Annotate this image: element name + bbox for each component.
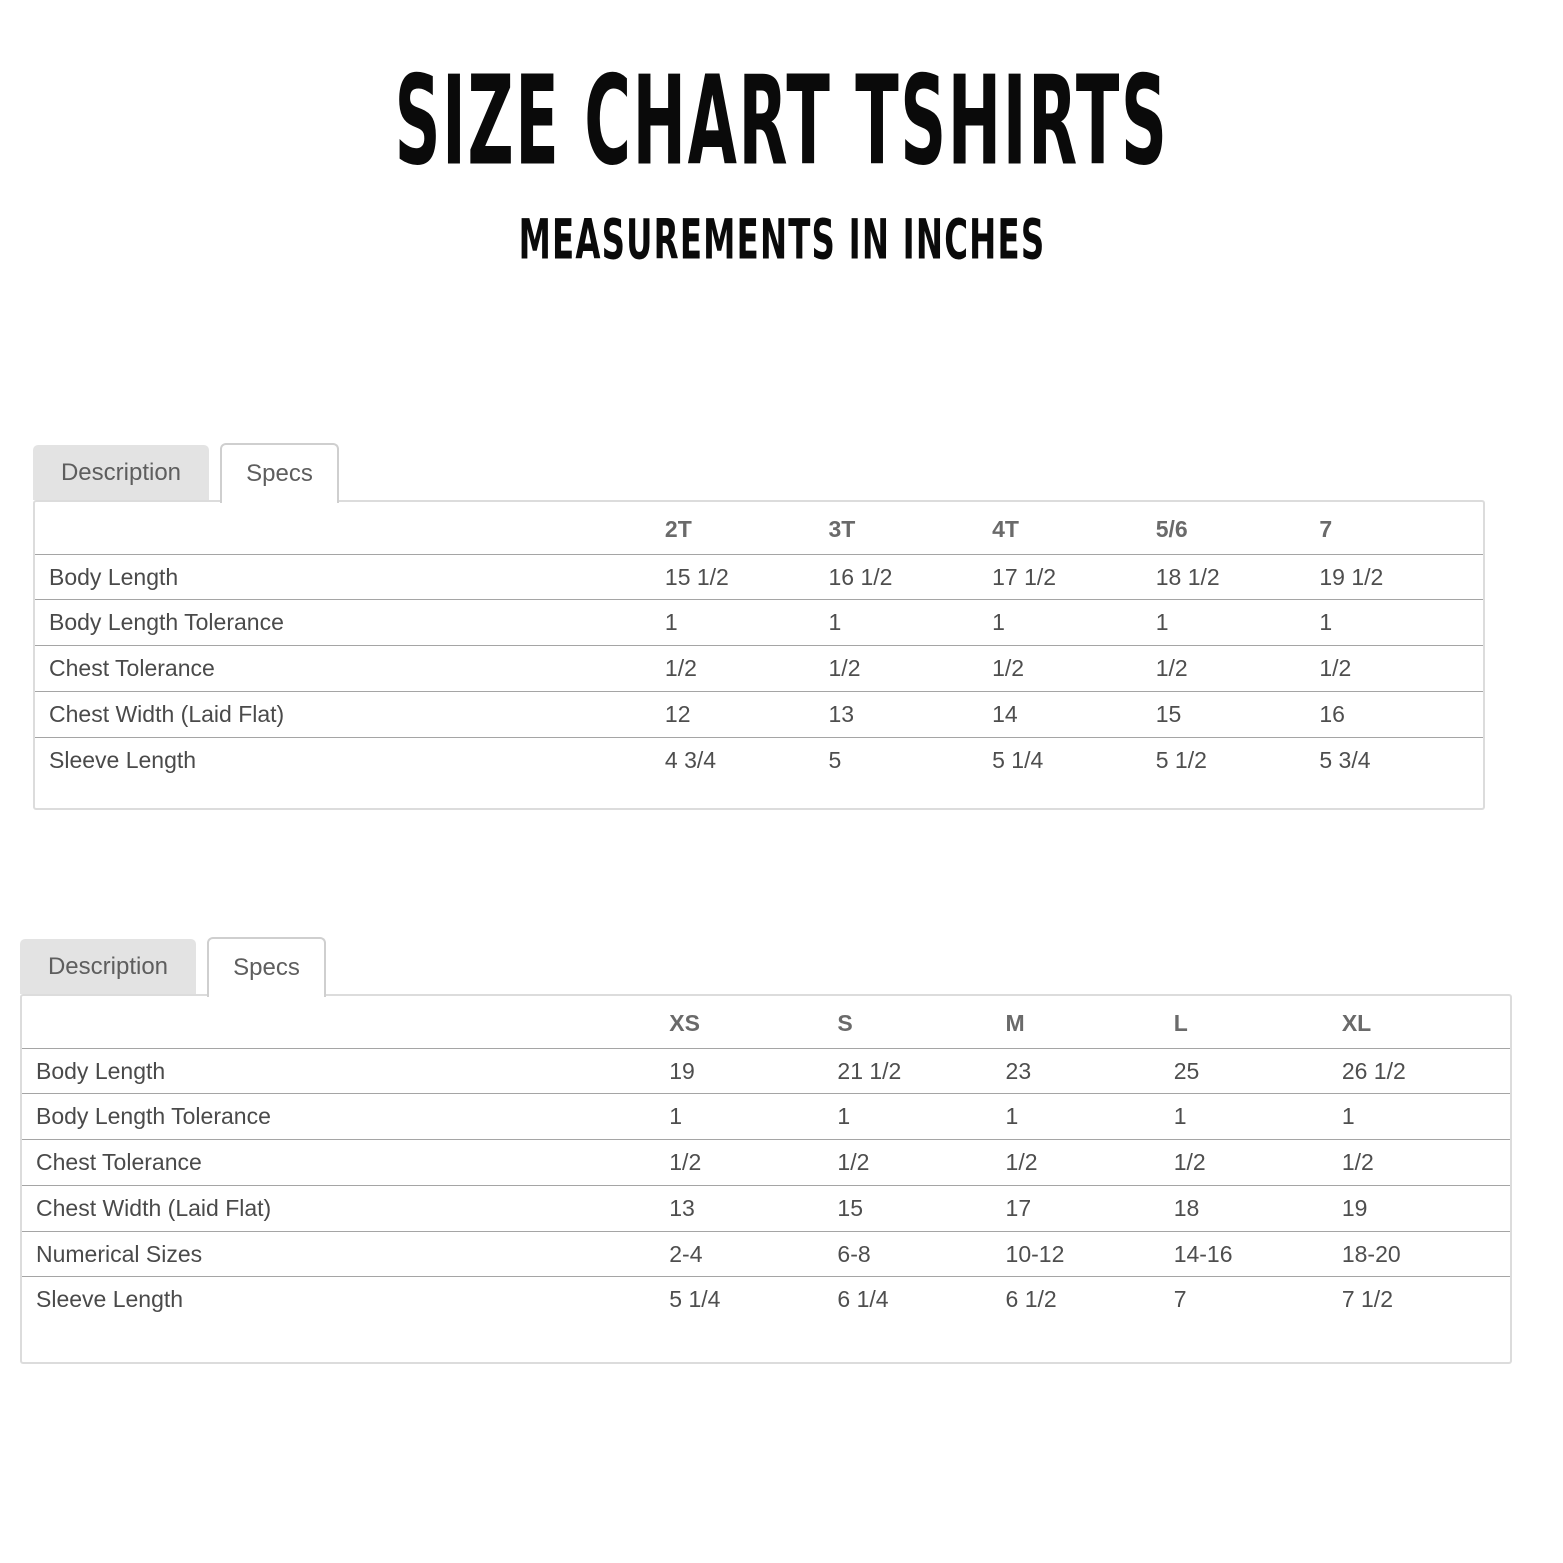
cell-value: 15 <box>837 1185 1005 1231</box>
cell-value: 19 <box>1342 1185 1510 1231</box>
cell-value: 1/2 <box>1319 646 1483 692</box>
cell-value: 1 <box>837 1094 1005 1140</box>
table-row <box>35 554 1483 600</box>
table-row <box>22 1140 1510 1186</box>
toddler-size-section <box>33 443 1485 810</box>
column-header-xl: XL <box>1341 1010 1372 1036</box>
specs-table-youth <box>22 996 1510 1322</box>
cell-value: 18 <box>1174 1185 1342 1231</box>
cell-value: 16 1/2 <box>829 554 993 600</box>
header-row <box>22 996 1510 1048</box>
cell-value: 1/2 <box>1006 1140 1174 1186</box>
header-row <box>35 502 1483 554</box>
table-row <box>35 646 1483 692</box>
cell-value: 2-4 <box>669 1231 837 1277</box>
cell-value: 1 <box>665 600 829 646</box>
column-header-xs: XS <box>669 1010 700 1036</box>
cell-value: 23 <box>1006 1048 1174 1094</box>
tab-description[interactable]: Description <box>20 939 196 994</box>
cell-value: 1 <box>1156 600 1320 646</box>
row-label: Body Length Tolerance <box>22 1094 669 1140</box>
cell-value: 17 <box>1006 1185 1174 1231</box>
row-label: Chest Width (Laid Flat) <box>22 1185 669 1231</box>
cell-value: 14-16 <box>1174 1231 1342 1277</box>
specs-card <box>33 500 1485 810</box>
column-header-s: S <box>837 1010 853 1036</box>
table-row <box>22 1185 1510 1231</box>
cell-value: 10-12 <box>1006 1231 1174 1277</box>
page-subtitle <box>0 207 1563 272</box>
cell-value: 1/2 <box>1174 1140 1342 1186</box>
cell-value: 1 <box>992 600 1156 646</box>
row-label: Sleeve Length <box>22 1277 669 1322</box>
cell-value: 12 <box>665 691 829 737</box>
cell-value: 1/2 <box>829 646 993 692</box>
cell-value: 6-8 <box>837 1231 1005 1277</box>
tab-bar <box>20 937 1512 994</box>
row-label: Chest Tolerance <box>22 1140 669 1186</box>
column-header-m: M <box>1005 1010 1025 1036</box>
row-label: Body Length Tolerance <box>35 600 665 646</box>
row-label: Sleeve Length <box>35 737 665 782</box>
page-title <box>0 49 1563 193</box>
table-row <box>22 1048 1510 1094</box>
row-label: Chest Width (Laid Flat) <box>35 691 665 737</box>
row-label-header-empty <box>22 996 669 1048</box>
cell-value: 5 1/4 <box>669 1277 837 1322</box>
cell-value: 1/2 <box>1342 1140 1510 1186</box>
row-label-header-empty <box>35 502 665 554</box>
cell-value: 1/2 <box>669 1140 837 1186</box>
table-row <box>22 1231 1510 1277</box>
column-header-7: 7 <box>1319 516 1333 542</box>
cell-value: 19 <box>669 1048 837 1094</box>
column-header-5-6: 5/6 <box>1155 516 1188 542</box>
cell-value: 7 <box>1174 1277 1342 1322</box>
tab-specs[interactable]: Specs <box>220 443 339 503</box>
cell-value: 25 <box>1174 1048 1342 1094</box>
cell-value: 17 1/2 <box>992 554 1156 600</box>
specs-card <box>20 994 1512 1364</box>
column-header-4t: 4T <box>992 516 1019 542</box>
cell-value: 5 3/4 <box>1319 737 1483 782</box>
cell-value: 1 <box>1174 1094 1342 1140</box>
cell-value: 6 1/4 <box>837 1277 1005 1322</box>
cell-value: 15 1/2 <box>665 554 829 600</box>
page-title-text: SIZE CHART TSHIRTS <box>394 49 1169 193</box>
cell-value: 1 <box>669 1094 837 1140</box>
cell-value: 5 1/2 <box>1156 737 1320 782</box>
specs-table-toddler <box>35 502 1483 782</box>
cell-value: 1/2 <box>992 646 1156 692</box>
tab-specs[interactable]: Specs <box>207 937 326 997</box>
cell-value: 7 1/2 <box>1342 1277 1510 1322</box>
cell-value: 1/2 <box>837 1140 1005 1186</box>
column-header-3t: 3T <box>828 516 856 542</box>
tab-description[interactable]: Description <box>33 445 209 500</box>
cell-value: 16 <box>1319 691 1483 737</box>
cell-value: 13 <box>669 1185 837 1231</box>
page-subtitle-text: MEASUREMENTS IN INCHES <box>518 207 1045 272</box>
cell-value: 4 3/4 <box>665 737 829 782</box>
cell-value: 5 <box>829 737 993 782</box>
cell-value: 19 1/2 <box>1319 554 1483 600</box>
row-label: Body Length <box>35 554 665 600</box>
table-row <box>35 691 1483 737</box>
cell-value: 1 <box>1006 1094 1174 1140</box>
cell-value: 14 <box>992 691 1156 737</box>
cell-value: 26 1/2 <box>1342 1048 1510 1094</box>
cell-value: 18 1/2 <box>1156 554 1320 600</box>
column-header-l: L <box>1173 1010 1188 1036</box>
cell-value: 15 <box>1156 691 1320 737</box>
table-row <box>35 737 1483 782</box>
cell-value: 1 <box>1342 1094 1510 1140</box>
row-label: Chest Tolerance <box>35 646 665 692</box>
cell-value: 1/2 <box>665 646 829 692</box>
tab-bar <box>33 443 1485 500</box>
column-header-2t: 2T <box>664 516 692 542</box>
cell-value: 18-20 <box>1342 1231 1510 1277</box>
cell-value: 13 <box>829 691 993 737</box>
row-label: Numerical Sizes <box>22 1231 669 1277</box>
cell-value: 5 1/4 <box>992 737 1156 782</box>
table-row <box>35 600 1483 646</box>
youth-size-section <box>20 937 1512 1364</box>
table-row <box>22 1277 1510 1322</box>
table-row <box>22 1094 1510 1140</box>
cell-value: 1/2 <box>1156 646 1320 692</box>
cell-value: 1 <box>1319 600 1483 646</box>
row-label: Body Length <box>22 1048 669 1094</box>
cell-value: 21 1/2 <box>837 1048 1005 1094</box>
cell-value: 6 1/2 <box>1006 1277 1174 1322</box>
cell-value: 1 <box>829 600 993 646</box>
